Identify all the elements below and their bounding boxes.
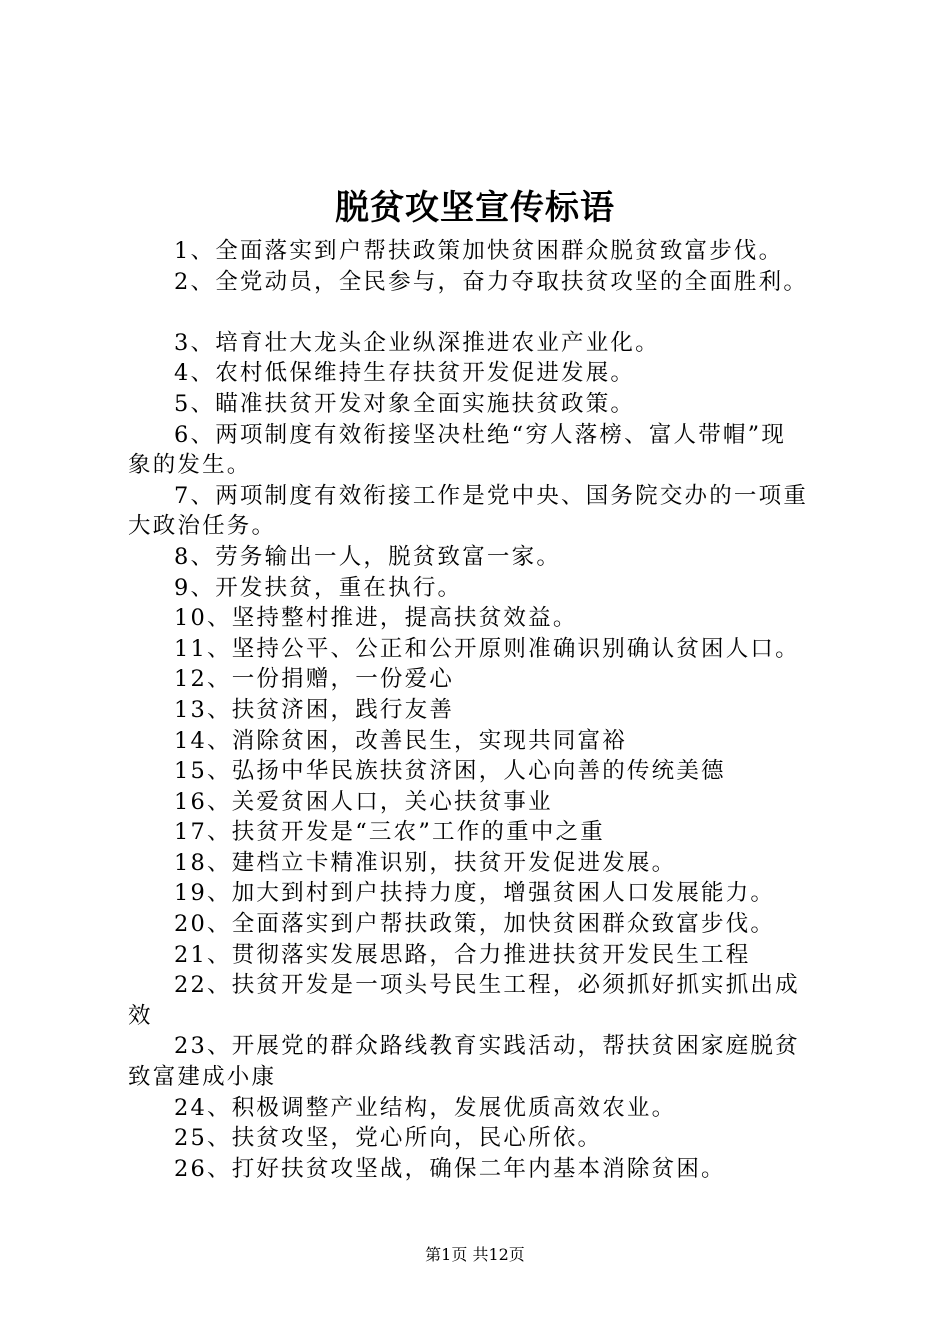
- slogan-line: 5、瞄准扶贫开发对象全面实施扶贫政策。: [174, 390, 636, 417]
- slogan-line-continuation: 大政治任务。: [128, 513, 277, 540]
- slogan-line: 20、全面落实到户帮扶政策，加快贫困群众致富步伐。: [174, 911, 776, 938]
- slogan-line: 11、坚持公平、公正和公开原则准确识别确认贫困人口。: [174, 635, 800, 662]
- slogan-line: 24、积极调整产业结构，发展优质高效农业。: [174, 1094, 677, 1121]
- slogan-line: 10、坚持整村推进，提高扶贫效益。: [174, 605, 578, 632]
- slogan-line: 25、扶贫攻坚，党心所向，民心所依。: [174, 1125, 603, 1152]
- slogan-line: 9、开发扶贫，重在执行。: [174, 574, 463, 601]
- slogan-line-continuation: 效: [128, 1002, 153, 1029]
- slogan-line: 16、关爱贫困人口，关心扶贫事业: [174, 788, 553, 815]
- slogan-list: [128, 236, 834, 1184]
- slogan-line: 7、两项制度有效衔接工作是党中央、国务院交办的一项重: [174, 482, 809, 509]
- slogan-line: 8、劳务输出一人，脱贫致富一家。: [174, 543, 562, 570]
- slogan-line: 2、全党动员，全民参与，奋力夺取扶贫攻坚的全面胜利。: [174, 268, 809, 295]
- slogan-line: 15、弘扬中华民族扶贫济困，人心向善的传统美德: [174, 758, 726, 785]
- document-title: 脱贫攻坚宣传标语: [335, 188, 615, 228]
- slogan-line: 3、培育壮大龙头企业纵深推进农业产业化。: [174, 329, 660, 356]
- slogan-line-continuation: 致富建成小康: [128, 1064, 277, 1091]
- slogan-line: 1、全面落实到户帮扶政策加快贫困群众脱贫致富步伐。: [174, 238, 784, 264]
- page-number: 第1页 共12页: [425, 1245, 525, 1264]
- slogan-line: 19、加大到村到户扶持力度，增强贫困人口发展能力。: [174, 880, 776, 907]
- slogan-line: 13、扶贫济困，践行友善: [174, 696, 455, 723]
- blank-line: [128, 297, 834, 328]
- slogan-line: 23、开展党的群众路线教育实践活动，帮扶贫困家庭脱贫: [174, 1033, 800, 1060]
- slogan-line: 21、贯彻落实发展思路，合力推进扶贫开发民生工程: [174, 941, 751, 968]
- slogan-line: 22、扶贫开发是一项头号民生工程，必须抓好抓实抓出成: [174, 972, 800, 999]
- slogan-line: 14、消除贫困，改善民生，实现共同富裕: [174, 727, 627, 754]
- slogan-line: 12、一份捐赠，一份爱心: [174, 666, 455, 693]
- slogan-line: 18、建档立卡精准识别，扶贫开发促进发展。: [174, 849, 677, 876]
- slogan-line: 26、打好扶贫攻坚战，确保二年内基本消除贫困。: [174, 1155, 726, 1182]
- slogan-line: 6、两项制度有效衔接坚决杜绝“穷人落榜、富人带帽”现: [174, 421, 787, 448]
- slogan-line: 17、扶贫开发是“三农”工作的重中之重: [174, 819, 605, 846]
- slogan-line-continuation: 象的发生。: [128, 452, 252, 479]
- slogan-line: 4、农村低保维持生存扶贫开发促进发展。: [174, 360, 636, 387]
